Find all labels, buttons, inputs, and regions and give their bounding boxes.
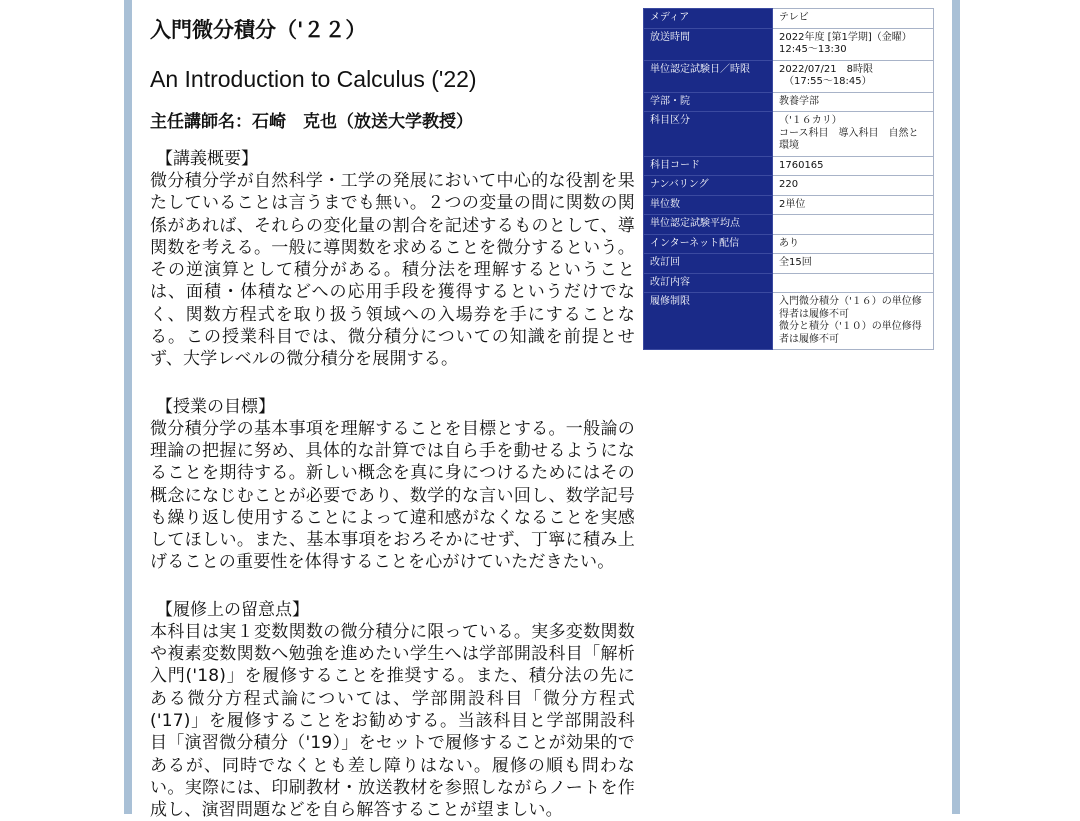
info-row-exam-average	[644, 215, 934, 235]
course-info-table	[643, 8, 934, 350]
info-row-faculty	[644, 92, 934, 112]
info-key: 放送時間	[644, 28, 773, 60]
info-row-broadcast-time	[644, 28, 934, 60]
info-row-category	[644, 112, 934, 157]
section-goals	[150, 396, 635, 574]
info-row-revision	[644, 254, 934, 274]
section-body: 微分積分学が自然科学・工学の発展において中心的な役割を果たしていることは言うまでも無い。２つの変量の間に関数の関係があれば、それらの変化量の割合を記述するものとして、導関数を考える。一般に導関数を求めることを微分するという。その逆演算として積分がある。積分法を理解するということは、面積・体積などへの応用手段を獲得するというだけでなく、関数方程式を取り扱う領域への入場券を手にすることなる。この授業科目では、微分積分についての知識を前提とせず、大学レベルの微分積分を展開する。	[150, 171, 635, 370]
info-row-restrictions	[644, 293, 934, 350]
info-value: 教養学部	[773, 92, 934, 112]
info-value: 220	[773, 176, 934, 196]
info-row-revision-content	[644, 273, 934, 293]
info-key: 科目区分	[644, 112, 773, 157]
lecturer-name: 主任講師名：石崎 克也（放送大学教授）	[150, 112, 473, 132]
info-row-course-code	[644, 156, 934, 176]
info-row-credits	[644, 195, 934, 215]
info-value: 入門微分積分（'１６）の単位修得者は履修不可 微分と積分（'１０）の単位修得者は履修不可	[773, 293, 934, 350]
info-key: 単位認定試験平均点	[644, 215, 773, 235]
info-value: （'１６カリ） コース科目 導入科目 自然と環境	[773, 112, 934, 157]
info-row-exam-date	[644, 60, 934, 92]
info-key: 改訂回	[644, 254, 773, 274]
section-body: 微分積分学の基本事項を理解することを目標とする。一般論の理論の把握に努め、具体的な計算では自ら手を動せるようになることを期待する。新しい概念を真に身につけるためにはその概念になじむことが必要であり、数学的な言い回し、数学記号も繰り返し使用することによって違和感がなくなることを実感してほしい。また、基本事項をおろそかにせず、丁寧に積み上げることの重要性を体得することを心がけていただきたい。	[150, 418, 635, 573]
info-value: 2022年度 [第1学期]（金曜） 12:45〜13:30	[773, 28, 934, 60]
course-content	[150, 10, 635, 821]
info-key: メディア	[644, 9, 773, 29]
info-value	[773, 215, 934, 235]
info-value: あり	[773, 234, 934, 254]
section-notes	[150, 599, 635, 821]
info-row-media	[644, 9, 934, 29]
course-title-en: An Introduction to Calculus ('22)	[150, 66, 477, 92]
info-key: 履修制限	[644, 293, 773, 350]
info-value: 1760165	[773, 156, 934, 176]
info-key: インターネット配信	[644, 234, 773, 254]
info-key: 科目コード	[644, 156, 773, 176]
info-key: 単位認定試験日／時限	[644, 60, 773, 92]
section-heading: 【履修上の留意点】	[156, 599, 309, 620]
info-key: 単位数	[644, 195, 773, 215]
section-overview	[150, 148, 635, 371]
info-row-internet	[644, 234, 934, 254]
info-value: 2022/07/21 8時限 （17:55〜18:45）	[773, 60, 934, 92]
info-value	[773, 273, 934, 293]
info-key: 学部・院	[644, 92, 773, 112]
section-heading: 【講義概要】	[156, 149, 258, 169]
section-body: 本科目は実１変数関数の微分積分に限っている。実多変数関数や複素変数関数へ勉強を進めたい学生へは学部開設科目「解析入門('18)」を履修することを推奨する。また、積分法の先にある微分方程式論については、学部開設科目「微分方程式('17)」を履修することをお勧めする。当該科目と学部開設科目「演習微分積分（'19）」をセットで履修することが効果的であるが、同時でなくとも差し障りはない。履修の順も問わない。実際には、印刷教材・放送教材を参照しながらノートを作成し、演習問題などを自ら解答することが望ましい。	[150, 621, 635, 821]
info-key: ナンバリング	[644, 176, 773, 196]
info-value: 2単位	[773, 195, 934, 215]
course-title-ja: 入門微分積分（'２２）	[150, 18, 367, 42]
info-key: 改訂内容	[644, 273, 773, 293]
info-row-numbering	[644, 176, 934, 196]
info-value: 全15回	[773, 254, 934, 274]
section-heading: 【授業の目標】	[156, 396, 275, 417]
info-value: テレビ	[773, 9, 934, 29]
